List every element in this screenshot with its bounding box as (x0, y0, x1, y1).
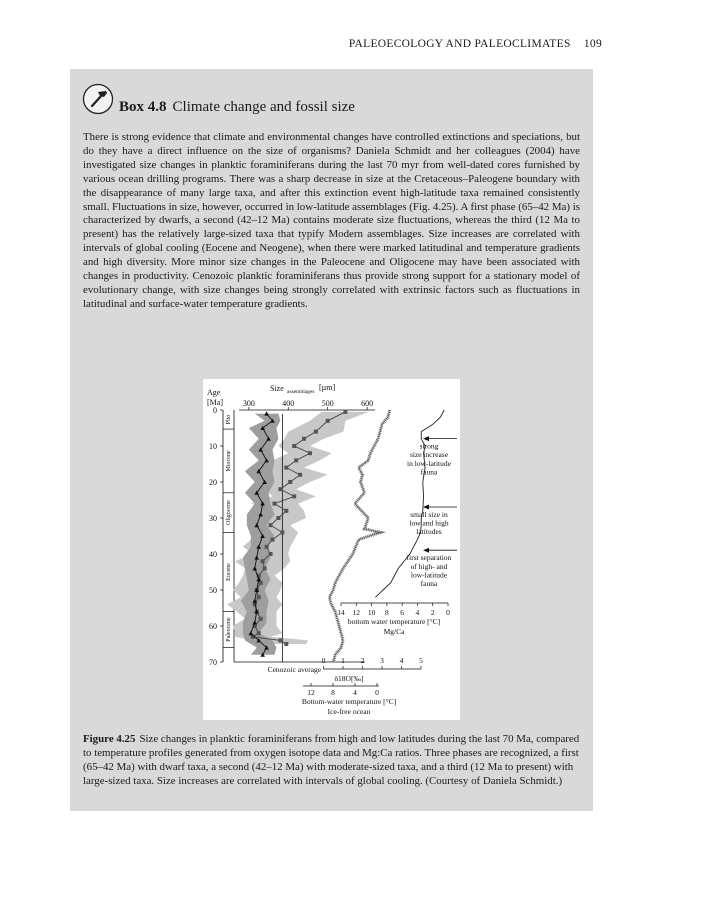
d18o-temp-label: Bottom-water temperature [°C] (301, 697, 397, 706)
mgca-tick-label: 0 (446, 608, 450, 617)
low-latitude-marker (314, 430, 318, 434)
annotation-text: strong (419, 441, 439, 451)
running-head (349, 38, 602, 50)
annotation-text: small size in (410, 510, 448, 519)
d18o-tick-label: 5 (419, 656, 423, 665)
d18o-temp-tick-label: 8 (331, 688, 335, 697)
d18o-temp-tick-label: 0 (375, 688, 379, 697)
mgca-axis-sublabel: Mg/Ca (383, 627, 405, 636)
box-title (119, 99, 355, 116)
figure-4-25 (203, 379, 460, 720)
low-latitude-marker (259, 581, 263, 585)
page-number: 109 (583, 38, 602, 50)
annotation-text: fauna (420, 467, 438, 477)
low-latitude-marker (263, 566, 267, 570)
low-latitude-marker (284, 642, 288, 646)
epoch-label: Paleocene (226, 617, 232, 642)
low-latitude-marker (288, 480, 292, 484)
d18o-tick-label: 1 (341, 656, 345, 665)
high-latitude-marker (264, 411, 269, 415)
low-latitude-marker (343, 410, 347, 414)
mgca-tick-label: 8 (384, 608, 389, 617)
low-latitude-marker (259, 617, 263, 621)
box-body-text: There is strong evidence that climate and environmental changes have controlled extinctions and speciations, but do they have a direct influence on the size of organisms? Daniela Schmidt and her colleagues (2004) have investigated size changes in planktic foraminiferans during the last 70 myr from well-dated cores furnished by various ocean drilling programs. There was a sharp decrease in size at the Cretaceous–Paleogene boundary with the disappearance of many large taxa, and after this extinction event high-latitude taxa remained consistently small. Fluctuations in size, however, occurred in low-latitude assemblages (Fig. 4.25). A first phase (65–42 Ma) is characterized by dwarfs, a second (42–12 Ma) contains moderate size fluctuations, whereas the third (12 Ma to present) has the relatively large-sized taxa that typify Modern assemblages. Size increases are correlated with intervals of global cooling (Eocene and Neogene), when there were marked latitudinal and temperature gradients and high diversity. More minor size changes in the Paleocene and Oligocene may have been associated with changes in productivity. Cenozoic planktic foraminiferans thus provide strong support for a stationary model of evolutionary change, with size changes being strongly correlated with extrinsic factors such as fluctuations in latitudinal and surface-water temperature gradients. (83, 131, 580, 310)
age-tick-label: 60 (209, 622, 217, 631)
low-latitude-marker (265, 545, 269, 549)
age-tick-label: 50 (209, 586, 217, 595)
mgca-tick-label: 4 (415, 608, 420, 617)
age-tick-label: 30 (209, 514, 217, 523)
low-latitude-marker (292, 444, 296, 448)
figure-chart (203, 379, 460, 720)
figure-caption (83, 732, 580, 788)
epoch-label: Plio (226, 414, 232, 425)
size-axis-unit: [µm] (319, 383, 336, 392)
annotation-text: low-latitude (410, 570, 448, 580)
low-latitude-marker (271, 538, 275, 542)
epoch-label: Miocene (226, 450, 232, 472)
low-latitude-marker (269, 523, 273, 527)
low-latitude-marker (257, 595, 261, 599)
age-tick-label: 20 (209, 478, 217, 487)
d18o-temp-tick-label: 12 (307, 688, 315, 697)
epoch-label: Oligocene (226, 500, 232, 525)
low-latitude-marker (298, 473, 302, 477)
d18o-tick-label: 3 (380, 656, 384, 665)
low-latitude-marker (302, 437, 306, 441)
low-latitude-marker (326, 419, 330, 423)
running-head-title: PALEOECOLOGY AND PALEOCLIMATES (348, 38, 571, 50)
size-tick-label: 600 (361, 399, 374, 408)
annotation-text: of high- and (410, 561, 448, 571)
size-axis-sublabel: assemblages (287, 389, 315, 395)
box-label: Box 4.8 (119, 99, 167, 115)
size-tick-label: 500 (321, 399, 334, 408)
d18o-temp-sublabel: Ice-free ocean (327, 707, 371, 716)
low-latitude-marker (272, 502, 276, 506)
low-latitude-marker (269, 552, 273, 556)
age-tick-label: 0 (213, 406, 217, 415)
low-latitude-marker (257, 631, 261, 635)
size-axis-label: Size (270, 384, 284, 393)
annotation-arrowhead (423, 436, 429, 441)
box-4-8 (70, 69, 593, 811)
age-tick-label: 10 (209, 442, 217, 451)
epoch-label: Eocene (226, 563, 232, 581)
annotation-arrowhead (423, 505, 429, 510)
annotation-text: in low-latitude (407, 458, 451, 468)
cenozoic-average-label: Cenozoic average (267, 665, 322, 674)
age-tick-label: 70 (209, 658, 217, 667)
annotation-arrowhead (423, 548, 429, 553)
hammer-icon (82, 83, 114, 115)
annotation-text: first separation (406, 553, 452, 563)
age-tick-label: 40 (209, 550, 217, 559)
low-latitude-marker (284, 466, 288, 470)
d18o-tick-label: 4 (399, 656, 404, 665)
low-latitude-marker (292, 494, 296, 498)
size-tick-label: 300 (242, 399, 255, 408)
mgca-tick-label: 2 (430, 608, 435, 617)
low-latitude-marker (278, 487, 282, 491)
low-latitude-marker (261, 559, 265, 563)
caption-text: Size changes in planktic foraminiferans from high and low latitudes during the last 70 Ma, compared to temperature profiles generated from oxygen isotope data and Mg:Ca ratios. Three phases are recognized, a first (65–42 Ma) with dwarf taxa, a second (42–12 Ma) with moderate-sized taxa, and a third (12 Ma to present) with large-sized taxa. Size increases are correlated with intervals of global cooling. (Courtesy of Daniela Schmidt.) (83, 733, 580, 787)
mgca-tick-label: 14 (337, 608, 345, 617)
low-latitude-marker (294, 458, 298, 462)
caption-label: Figure 4.25 (83, 733, 136, 745)
mgca-tick-label: 6 (400, 608, 405, 617)
mgca-tick-label: 10 (367, 608, 376, 617)
d18o-temp-tick-label: 4 (353, 688, 357, 697)
annotation-text: size increase (409, 450, 449, 460)
low-latitude-marker (280, 530, 284, 534)
annotation-text: low and high (409, 518, 449, 528)
age-axis-label: Age (207, 388, 221, 397)
low-latitude-marker (278, 638, 282, 642)
mgca-axis-label: bottom water temperature [°C] (347, 617, 441, 626)
annotation-text: latitudes (416, 527, 442, 537)
age-axis-unit: [Ma] (207, 398, 223, 407)
size-tick-label: 400 (282, 399, 295, 408)
low-latitude-marker (308, 451, 312, 455)
box-heading: Climate change and fossil size (172, 99, 355, 115)
d18o-tick-label: 0 (321, 656, 326, 665)
d18o-axis-label: δ18O[‰] (334, 674, 364, 683)
low-latitude-marker (284, 509, 288, 513)
mgca-tick-label: 12 (352, 608, 361, 617)
low-latitude-marker (276, 516, 280, 520)
annotation-text: fauna (420, 579, 438, 588)
d18o-tick-label: 2 (360, 656, 365, 665)
